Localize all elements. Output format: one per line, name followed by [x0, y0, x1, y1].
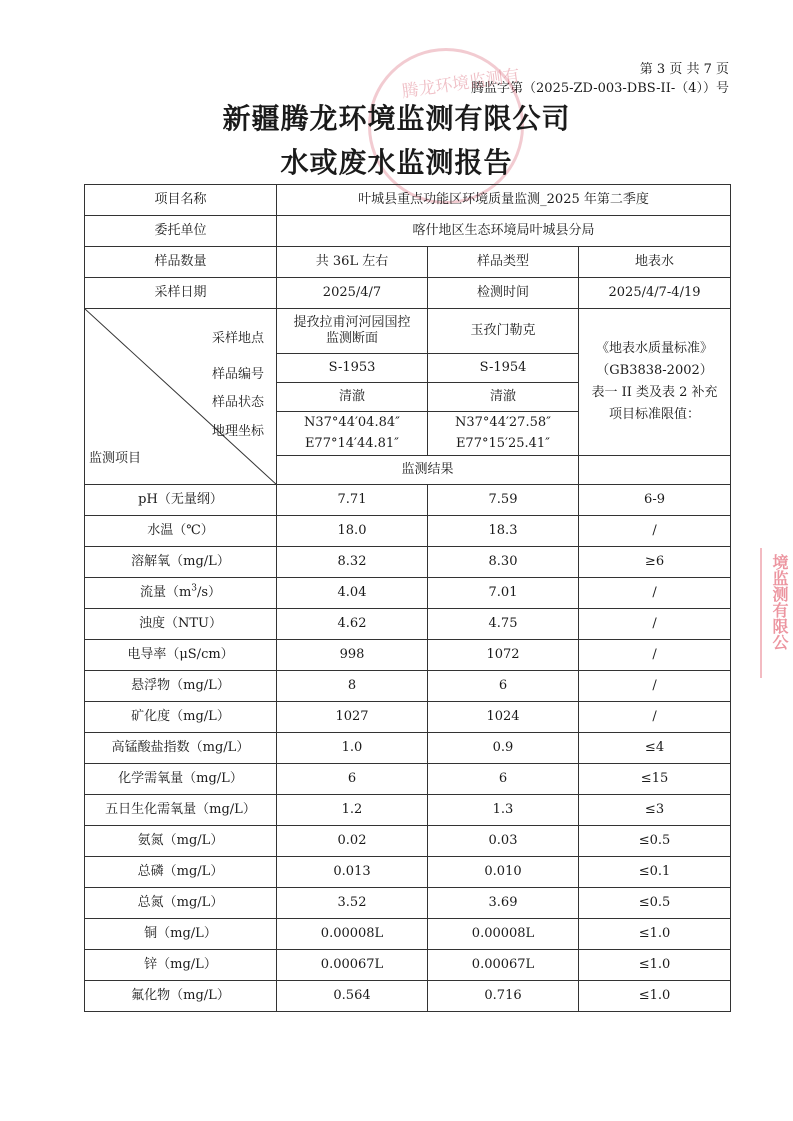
- value-1: 1.2: [277, 795, 428, 826]
- value-1: 0.00067L: [277, 950, 428, 981]
- item-name-head: 流量（m: [139, 585, 192, 600]
- limit: ≤0.5: [579, 826, 731, 857]
- site-2-line1: 玉孜门勒克: [470, 323, 536, 338]
- value-1: 0.013: [277, 857, 428, 888]
- page-number: 第 3 页 共 7 页: [639, 62, 729, 77]
- value-2: 0.03: [428, 826, 579, 857]
- table-row: [85, 981, 731, 1012]
- info-row-client: [85, 216, 731, 247]
- sample-date-value: 2025/4/7: [277, 278, 428, 309]
- lat-2: N37°44′27.58″: [428, 412, 579, 434]
- value-2: 7.01: [428, 578, 579, 609]
- value-2: 4.75: [428, 609, 579, 640]
- value-1: 8: [277, 671, 428, 702]
- company-name: 新疆腾龙环境监测有限公司: [222, 102, 571, 135]
- test-time-value: 2025/4/7-4/19: [579, 278, 731, 309]
- limit: ≤15: [579, 764, 731, 795]
- info-row-date: [85, 278, 731, 309]
- table-row: [85, 640, 731, 671]
- table-row: [85, 547, 731, 578]
- standard-line2: （GB3838-2002）: [596, 363, 713, 378]
- value-2: 1072: [428, 640, 579, 671]
- value-1: 0.00008L: [277, 919, 428, 950]
- standard-cell: [579, 309, 731, 456]
- sample-date-label: 采样日期: [85, 278, 277, 309]
- table-row: [85, 578, 731, 609]
- value-1: 4.62: [277, 609, 428, 640]
- limit: ≤1.0: [579, 950, 731, 981]
- limit: /: [579, 671, 731, 702]
- value-1: 3.52: [277, 888, 428, 919]
- table-row: [85, 826, 731, 857]
- item-name: 高锰酸盐指数（mg/L）: [85, 733, 277, 764]
- sample-id-2: S-1954: [428, 354, 579, 383]
- value-2: 3.69: [428, 888, 579, 919]
- sample-id-1: S-1953: [277, 354, 428, 383]
- client-label: 委托单位: [85, 216, 277, 247]
- table-row: [85, 857, 731, 888]
- item-name: 化学需氧量（mg/L）: [85, 764, 277, 795]
- limit: /: [579, 609, 731, 640]
- value-1: 1.0: [277, 733, 428, 764]
- limit: ≤4: [579, 733, 731, 764]
- limit: ≥6: [579, 547, 731, 578]
- item-name: 溶解氧（mg/L）: [85, 547, 277, 578]
- item-name-sup: 3: [191, 583, 197, 594]
- value-1: 18.0: [277, 516, 428, 547]
- table-row: [85, 919, 731, 950]
- table-row: [85, 702, 731, 733]
- value-2: 0.716: [428, 981, 579, 1012]
- value-2: 0.00067L: [428, 950, 579, 981]
- limit: /: [579, 640, 731, 671]
- item-name: 氟化物（mg/L）: [85, 981, 277, 1012]
- item-name: 浊度（NTU）: [85, 609, 277, 640]
- limit: ≤0.1: [579, 857, 731, 888]
- client-value: 喀什地区生态环境局叶城县分局: [277, 216, 731, 247]
- table-row: [85, 516, 731, 547]
- item-name: 五日生化需氧量（mg/L）: [85, 795, 277, 826]
- edge-seal: [760, 548, 793, 678]
- item-name: 氨氮（mg/L）: [85, 826, 277, 857]
- value-2: 18.3: [428, 516, 579, 547]
- qty-label: 样品数量: [85, 247, 277, 278]
- report-number: 腾监字第（2025-ZD-003-DBS-II-（4））号: [471, 81, 729, 96]
- item-name: 矿化度（mg/L）: [85, 702, 277, 733]
- limit: /: [579, 578, 731, 609]
- value-1: 8.32: [277, 547, 428, 578]
- info-row-project: [85, 185, 731, 216]
- limit: ≤1.0: [579, 919, 731, 950]
- item-name: 铜（mg/L）: [85, 919, 277, 950]
- lon-2: E77°15′25.41″: [428, 434, 579, 456]
- test-time-label: 检测时间: [428, 278, 579, 309]
- value-1: 1027: [277, 702, 428, 733]
- value-2: 8.30: [428, 547, 579, 578]
- table-row: [85, 485, 731, 516]
- lon-1: E77°14′44.81″: [277, 434, 428, 456]
- report-table: [84, 184, 731, 1012]
- sample-state-2: 清澈: [428, 383, 579, 412]
- standard-line3: 表一 II 类及表 2 补充: [591, 385, 718, 400]
- standard-line4: 项目标准限值：: [609, 407, 701, 422]
- item-name: 水温（℃）: [85, 516, 277, 547]
- limit: ≤3: [579, 795, 731, 826]
- edge-seal-text: 境监测有限公: [770, 554, 789, 650]
- item-name: 总氮（mg/L）: [85, 888, 277, 919]
- project-label: 项目名称: [85, 185, 277, 216]
- seal-text: 腾龙环境监测有: [400, 65, 522, 103]
- id-label: 样品编号: [211, 367, 264, 382]
- site-row: [85, 309, 731, 354]
- lat-1: N37°44′04.84″: [277, 412, 428, 434]
- standard-cell-bottom: [579, 456, 731, 485]
- table-row: [85, 950, 731, 981]
- item-name: 悬浮物（mg/L）: [85, 671, 277, 702]
- value-2: 7.59: [428, 485, 579, 516]
- item-name: [85, 578, 277, 609]
- site-1: [277, 309, 428, 354]
- limit: ≤0.5: [579, 888, 731, 919]
- table-row: [85, 888, 731, 919]
- site-label: 采样地点: [211, 331, 264, 346]
- value-1: 998: [277, 640, 428, 671]
- table-row: [85, 795, 731, 826]
- value-1: 4.04: [277, 578, 428, 609]
- state-label: 样品状态: [211, 395, 264, 410]
- value-2: 0.00008L: [428, 919, 579, 950]
- standard-line1: 《地表水质量标准》: [596, 341, 714, 356]
- value-1: 0.02: [277, 826, 428, 857]
- value-1: 6: [277, 764, 428, 795]
- site-1-line1: 提孜拉甫河河园国控: [293, 315, 411, 330]
- limit: /: [579, 702, 731, 733]
- limit: ≤1.0: [579, 981, 731, 1012]
- value-1: 7.71: [277, 485, 428, 516]
- site-2: [428, 309, 579, 354]
- value-2: 6: [428, 671, 579, 702]
- table-row: [85, 764, 731, 795]
- info-row-qty: [85, 247, 731, 278]
- table-row: [85, 733, 731, 764]
- qty-value: 共 36L 左右: [277, 247, 428, 278]
- site-1-line2: 监测断面: [325, 331, 378, 346]
- sample-state-1: 清澈: [277, 383, 428, 412]
- table-row: [85, 609, 731, 640]
- limit: /: [579, 516, 731, 547]
- type-value: 地表水: [579, 247, 731, 278]
- value-2: 0.9: [428, 733, 579, 764]
- type-label: 样品类型: [428, 247, 579, 278]
- report-title: 水或废水监测报告: [280, 146, 513, 179]
- limit: 6-9: [579, 485, 731, 516]
- result-label: 监测结果: [277, 456, 579, 485]
- coord-label: 地理坐标: [211, 424, 264, 439]
- value-1: 0.564: [277, 981, 428, 1012]
- item-name-tail: /s）: [197, 585, 222, 600]
- value-2: 1.3: [428, 795, 579, 826]
- item-label: 监测项目: [89, 451, 142, 466]
- value-2: 0.010: [428, 857, 579, 888]
- item-name: pH（无量纲）: [85, 485, 277, 516]
- project-value: 叶城县重点功能区环境质量监测_2025 年第二季度: [277, 185, 731, 216]
- table-row: [85, 671, 731, 702]
- item-name: 总磷（mg/L）: [85, 857, 277, 888]
- value-2: 6: [428, 764, 579, 795]
- value-2: 1024: [428, 702, 579, 733]
- item-name: 电导率（μS/cm）: [85, 640, 277, 671]
- diagonal-header-cell: [85, 309, 277, 485]
- item-name: 锌（mg/L）: [85, 950, 277, 981]
